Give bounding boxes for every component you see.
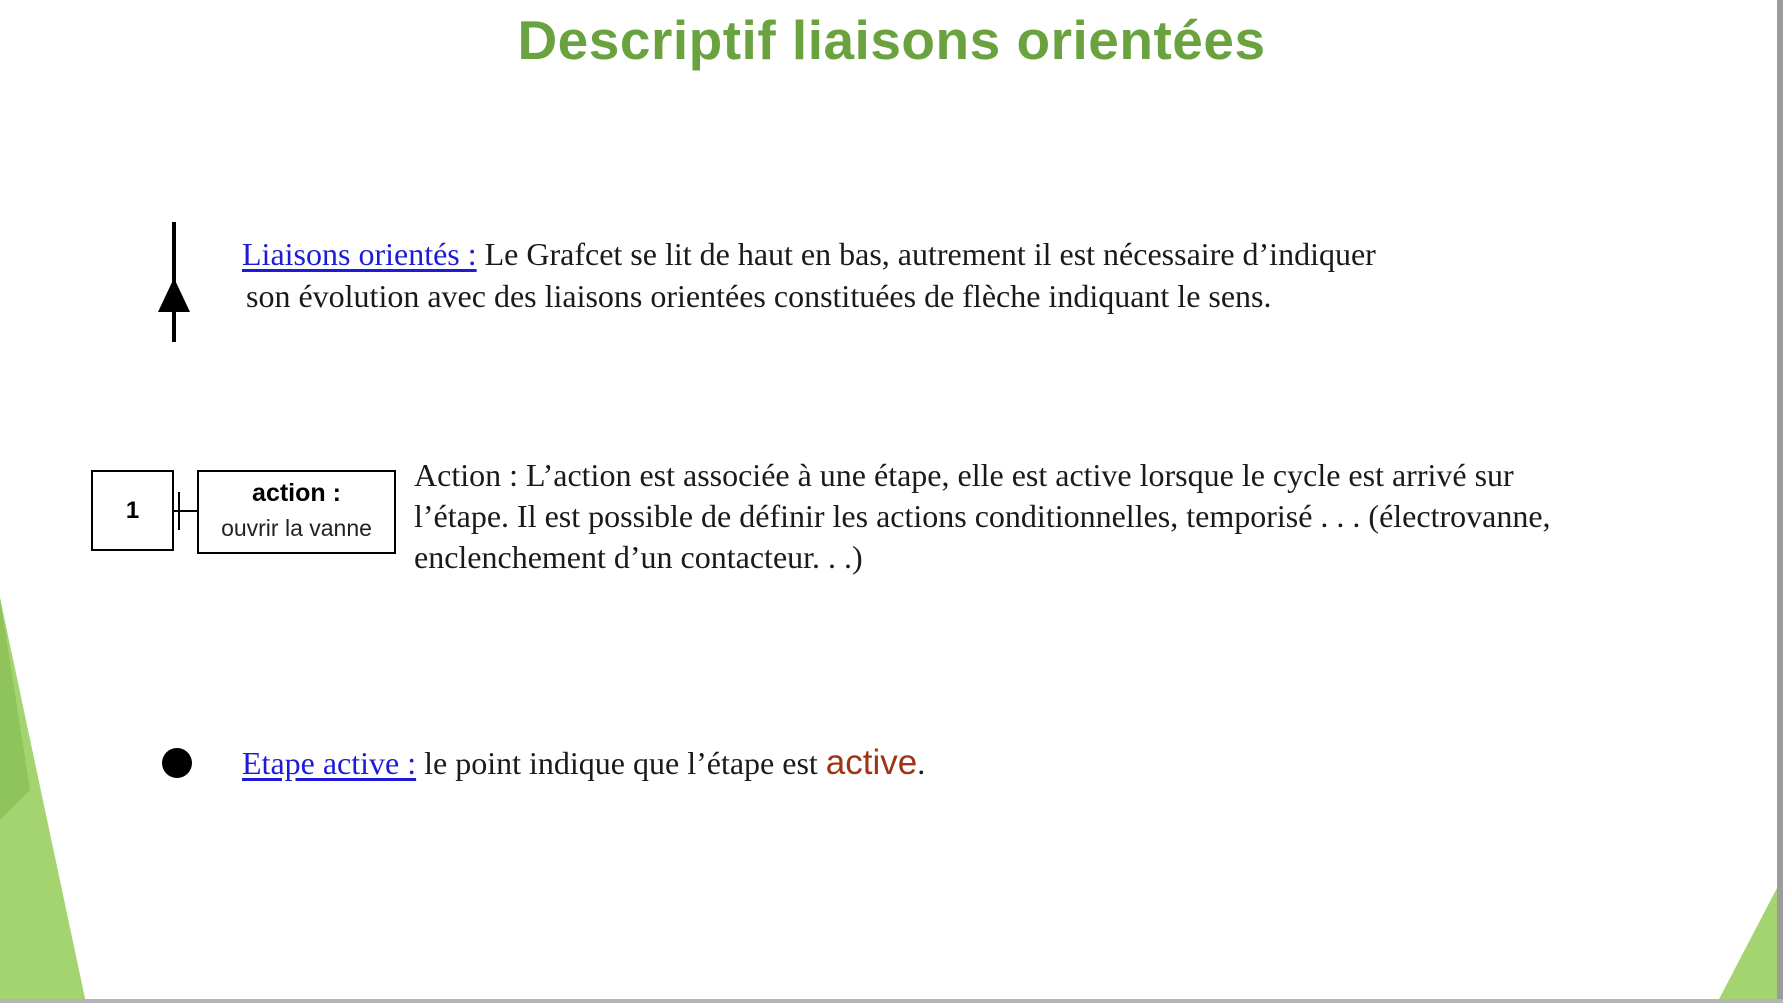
etape-link[interactable]: Etape active : [242,745,417,781]
right-border [1777,0,1783,1003]
liaisons-line-1 [242,233,1376,275]
step-number: 1 [125,496,140,524]
step-box [91,470,174,551]
action-line-3: enclenchement d’un contacteur. . .) [414,539,863,575]
action-line-2: l’étape. Il est possible de définir les actions conditionnelles, temporisé . . . (électrovanne, [414,498,1551,534]
liaisons-link[interactable]: Liaisons orientés : [242,236,477,272]
etape-end: . [917,745,926,781]
left-green-triangle-shade [0,598,30,820]
action-connector-line [178,510,197,512]
bottom-border [0,999,1783,1003]
action-line-1: Action : L’action est associée à une étape, elle est active lorsque le cycle est arrivé sur [414,457,1514,493]
active-word: active [825,743,918,782]
etape-paragraph [242,742,925,784]
slide-title: Descriptif liaisons orientées [517,9,1266,71]
liaisons-text-1: Le Grafcet se lit de haut en bas, autrement il est nécessaire d’indiquer [476,236,1376,272]
action-box-text: ouvrir la vanne [221,515,372,541]
action-box [197,470,396,554]
liaisons-paragraph [242,233,1376,317]
liaisons-text-2: son évolution avec des liaisons orientées constituées de flèche indiquant le sens. [246,278,1272,314]
etape-text: le point indique que l’étape est [416,745,826,781]
action-paragraph [414,455,1551,578]
filled-dot-icon [162,748,192,778]
upward-arrow-icon [154,220,190,344]
action-box-title: action : [252,479,341,507]
right-green-triangle [1717,888,1777,1003]
